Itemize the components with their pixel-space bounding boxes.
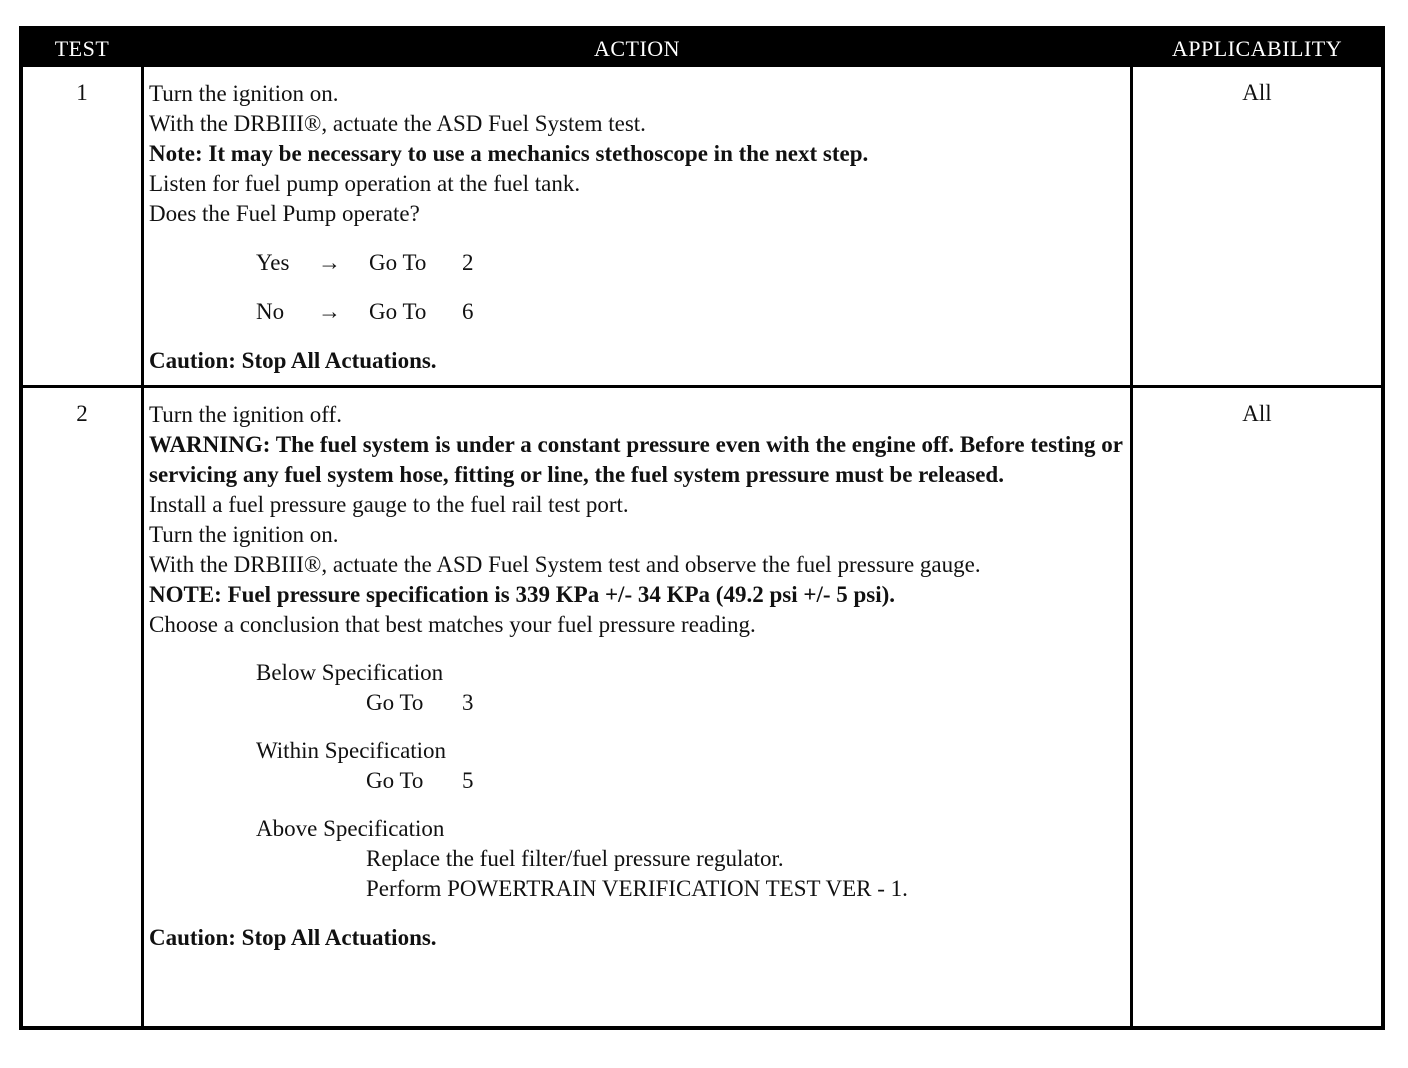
arrow-icon: → xyxy=(318,250,341,275)
choice-no xyxy=(149,297,1123,327)
action-cell xyxy=(149,400,1123,953)
action-line: Choose a conclusion that best matches your fuel pressure reading. xyxy=(149,612,756,637)
warning-line: WARNING: The fuel system is under a constant pressure even with the engine off. Before testing or servicing any fuel system hose, fitting or line, the fuel system pressure must be released. xyxy=(149,432,1123,487)
choice-answer: Above Specification xyxy=(256,816,445,841)
question-line: Does the Fuel Pump operate? xyxy=(149,201,420,226)
action-line: With the DRBIII®, actuate the ASD Fuel System test and observe the fuel pressure gauge. xyxy=(149,552,981,577)
goto-target: 6 xyxy=(462,299,474,324)
action-line: Turn the ignition on. xyxy=(149,81,339,106)
applicability-value: All xyxy=(1242,80,1272,105)
choice-answer: Below Specification xyxy=(256,660,444,685)
table-header xyxy=(23,30,1381,67)
column-divider xyxy=(141,67,144,1030)
choice-below-spec xyxy=(149,658,1123,688)
choice-within-spec xyxy=(149,736,1123,766)
caution-line: Caution: Stop All Actuations. xyxy=(149,925,437,950)
goto-label: Go To xyxy=(366,768,424,793)
action-line: With the DRBIII®, actuate the ASD Fuel System test. xyxy=(149,111,646,136)
choice-answer: No xyxy=(256,299,285,324)
choice-answer: Yes xyxy=(256,250,290,275)
choice-step: Perform POWERTRAIN VERIFICATION TEST VER - 1. xyxy=(366,876,908,901)
choice-goto xyxy=(149,766,1123,796)
row-divider xyxy=(23,385,1381,388)
note-line: Note: It may be necessary to use a mechanics stethoscope in the next step. xyxy=(149,141,869,166)
choice-goto xyxy=(149,688,1123,718)
choice-above-spec xyxy=(149,814,1123,844)
test-number: 2 xyxy=(76,401,88,426)
goto-target: 5 xyxy=(462,768,474,793)
action-line: Turn the ignition off. xyxy=(149,402,342,427)
caution-line: Caution: Stop All Actuations. xyxy=(149,348,437,373)
goto-target: 3 xyxy=(462,690,474,715)
goto-target: 2 xyxy=(462,250,474,275)
header-test: TEST xyxy=(54,36,110,61)
action-line: Install a fuel pressure gauge to the fuel rail test port. xyxy=(149,492,629,517)
choice-yes xyxy=(149,248,1123,278)
action-cell xyxy=(149,79,1123,376)
arrow-icon: → xyxy=(318,299,341,324)
goto-label: Go To xyxy=(369,250,427,275)
column-divider xyxy=(1130,67,1133,1030)
test-number: 1 xyxy=(76,80,88,105)
goto-label: Go To xyxy=(366,690,424,715)
action-line: Listen for fuel pump operation at the fuel tank. xyxy=(149,171,581,196)
action-line: Turn the ignition on. xyxy=(149,522,339,547)
choice-answer: Within Specification xyxy=(256,738,447,763)
choice-step: Replace the fuel filter/fuel pressure regulator. xyxy=(366,846,784,871)
diagnostic-test-table xyxy=(19,26,1385,1030)
header-applicability: APPLICABILITY xyxy=(1171,36,1343,61)
goto-label: Go To xyxy=(369,299,427,324)
header-action: ACTION xyxy=(593,36,681,61)
applicability-value: All xyxy=(1242,401,1272,426)
note-line: NOTE: Fuel pressure specification is 339 KPa +/- 34 KPa (49.2 psi +/- 5 psi). xyxy=(149,582,896,607)
